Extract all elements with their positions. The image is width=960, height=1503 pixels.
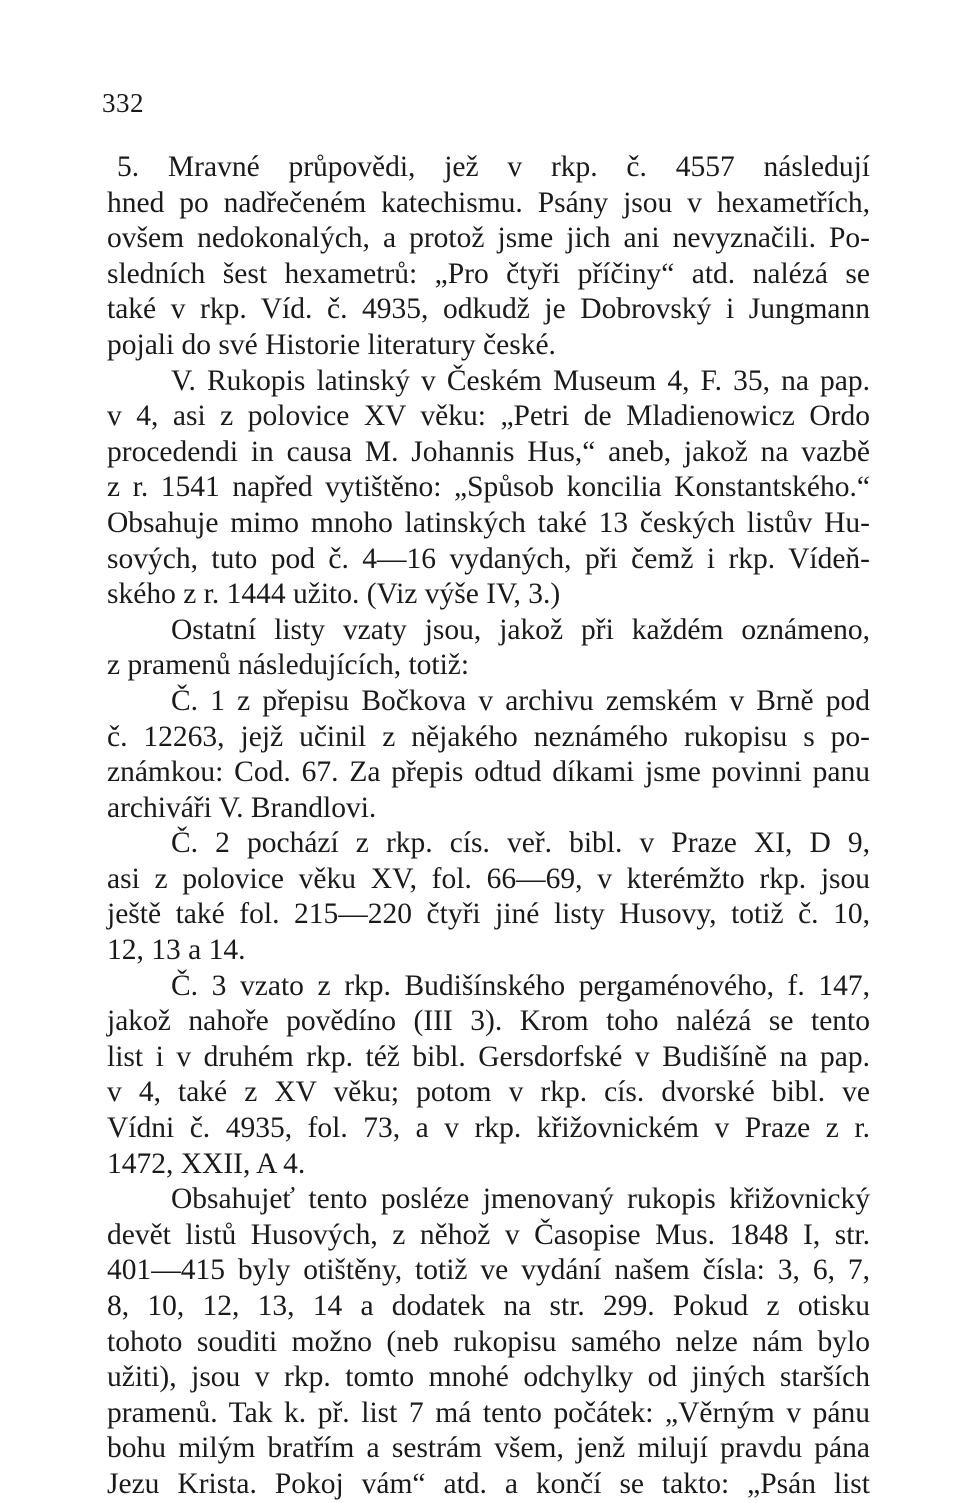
text-line: archiváři V. Brandlovi. — [107, 791, 377, 824]
text-line: č. 12263, jejž učinil z nějakého neznámého rukopisu s po- — [107, 720, 870, 753]
text-line: Ostatní listy vzaty jsou, jakož při každém oznámeno, — [171, 613, 870, 646]
text-line: Jezu Krista. Pokoj vám“ atd. a končí se takto: „Psán list — [107, 1467, 870, 1500]
text-line: hned po nadřečeném katechismu. Psány jsou v hexametřích, — [107, 186, 870, 219]
text-line: 12, 13 a 14. — [107, 934, 246, 967]
text-line: ještě také fol. 215—220 čtyři jiné listy Husovy, totiž č. 10, — [107, 898, 870, 931]
text-line: list i v druhém rkp. též bibl. Gersdorfské v Budišíně na pap. — [107, 1040, 870, 1073]
text-line: Č. 1 z přepisu Bočkova v archivu zemském v Brně pod — [171, 684, 870, 717]
text-line: Obsahujeť tento posléze jmenovaný rukopis křižovnický — [171, 1183, 870, 1216]
text-line: z pramenů následujících, totiž: — [107, 649, 470, 682]
text-line: Č. 2 pochází z rkp. cís. veř. bibl. v Praze XI, D 9, — [171, 827, 870, 860]
text-line: 1472, XXII, A 4. — [107, 1147, 306, 1180]
text-line: pramenů. Tak k. př. list 7 má tento počátek: „Věrným v pánu — [107, 1396, 870, 1429]
text-line: užiti), jsou v rkp. tomto mnohé odchylky od jiných starších — [107, 1361, 870, 1394]
text-line: v 4, asi z polovice XV věku: „Petri de Mladienowicz Ordo — [107, 400, 870, 433]
text-line: Vídni č. 4935, fol. 73, a v rkp. křižovnickém v Praze z r. — [107, 1112, 870, 1145]
text-line: V. Rukopis latinský v Českém Museum 4, F. 35, na pap. — [171, 364, 870, 397]
text-line: ovšem nedokonalých, a protož jsme jich ani nevyznačili. Po- — [107, 222, 870, 255]
text-line: také v rkp. Víd. č. 4935, odkudž je Dobrovský i Jungmann — [107, 293, 870, 326]
text-line: sledních šest hexametrů: „Pro čtyři příčiny“ atd. nalézá se — [107, 257, 870, 290]
text-line: z r. 1541 napřed vytištěno: „Spůsob koncilia Konstantského.“ — [107, 471, 870, 504]
text-line: sových, tuto pod č. 4—16 vydaných, při čemž i rkp. Vídeň- — [107, 542, 870, 575]
text-line: devět listů Husových, z něhož v Časopise Mus. 1848 I, str. — [107, 1218, 870, 1251]
text-line: Obsahuje mimo mnoho latinských také 13 českých listův Hu- — [107, 506, 870, 539]
text-line: známkou: Cod. 67. Za přepis odtud díkami jsme povinni panu — [107, 756, 870, 789]
text-line: 401—415 byly otištěny, totiž ve vydání našem čísla: 3, 6, 7, — [107, 1254, 870, 1287]
text-line: pojali do své Historie literatury české. — [107, 328, 556, 361]
text-line: jakož nahoře povědíno (III 3). Krom toho nalézá se tento — [107, 1005, 870, 1038]
body-text — [107, 150, 870, 1503]
text-line: ského z r. 1444 užito. (Viz výše IV, 3.) — [107, 578, 561, 611]
text-line: tohoto souditi možno (neb rukopisu samého nelze nám bylo — [107, 1325, 870, 1358]
text-line: procedendi in causa M. Johannis Hus,“ aneb, jakož na vazbě — [107, 435, 870, 468]
text-line: bohu milým bratřím a sestrám všem, jenž milují pravdu pána — [107, 1432, 870, 1465]
text-line: Č. 3 vzato z rkp. Budišínského pergaménového, f. 147, — [171, 969, 870, 1002]
text-line: v 4, také z XV věku; potom v rkp. cís. dvorské bibl. ve — [107, 1076, 870, 1109]
page-number: 332 — [102, 88, 144, 118]
text-line: asi z polovice věku XV, fol. 66—69, v kterémžto rkp. jsou — [107, 862, 870, 895]
text-line: 8, 10, 12, 13, 14 a dodatek na str. 299. Pokud z otisku — [107, 1290, 870, 1322]
text-line: 5. Mravné průpovědi, jež v rkp. č. 4557 následují — [117, 151, 870, 183]
